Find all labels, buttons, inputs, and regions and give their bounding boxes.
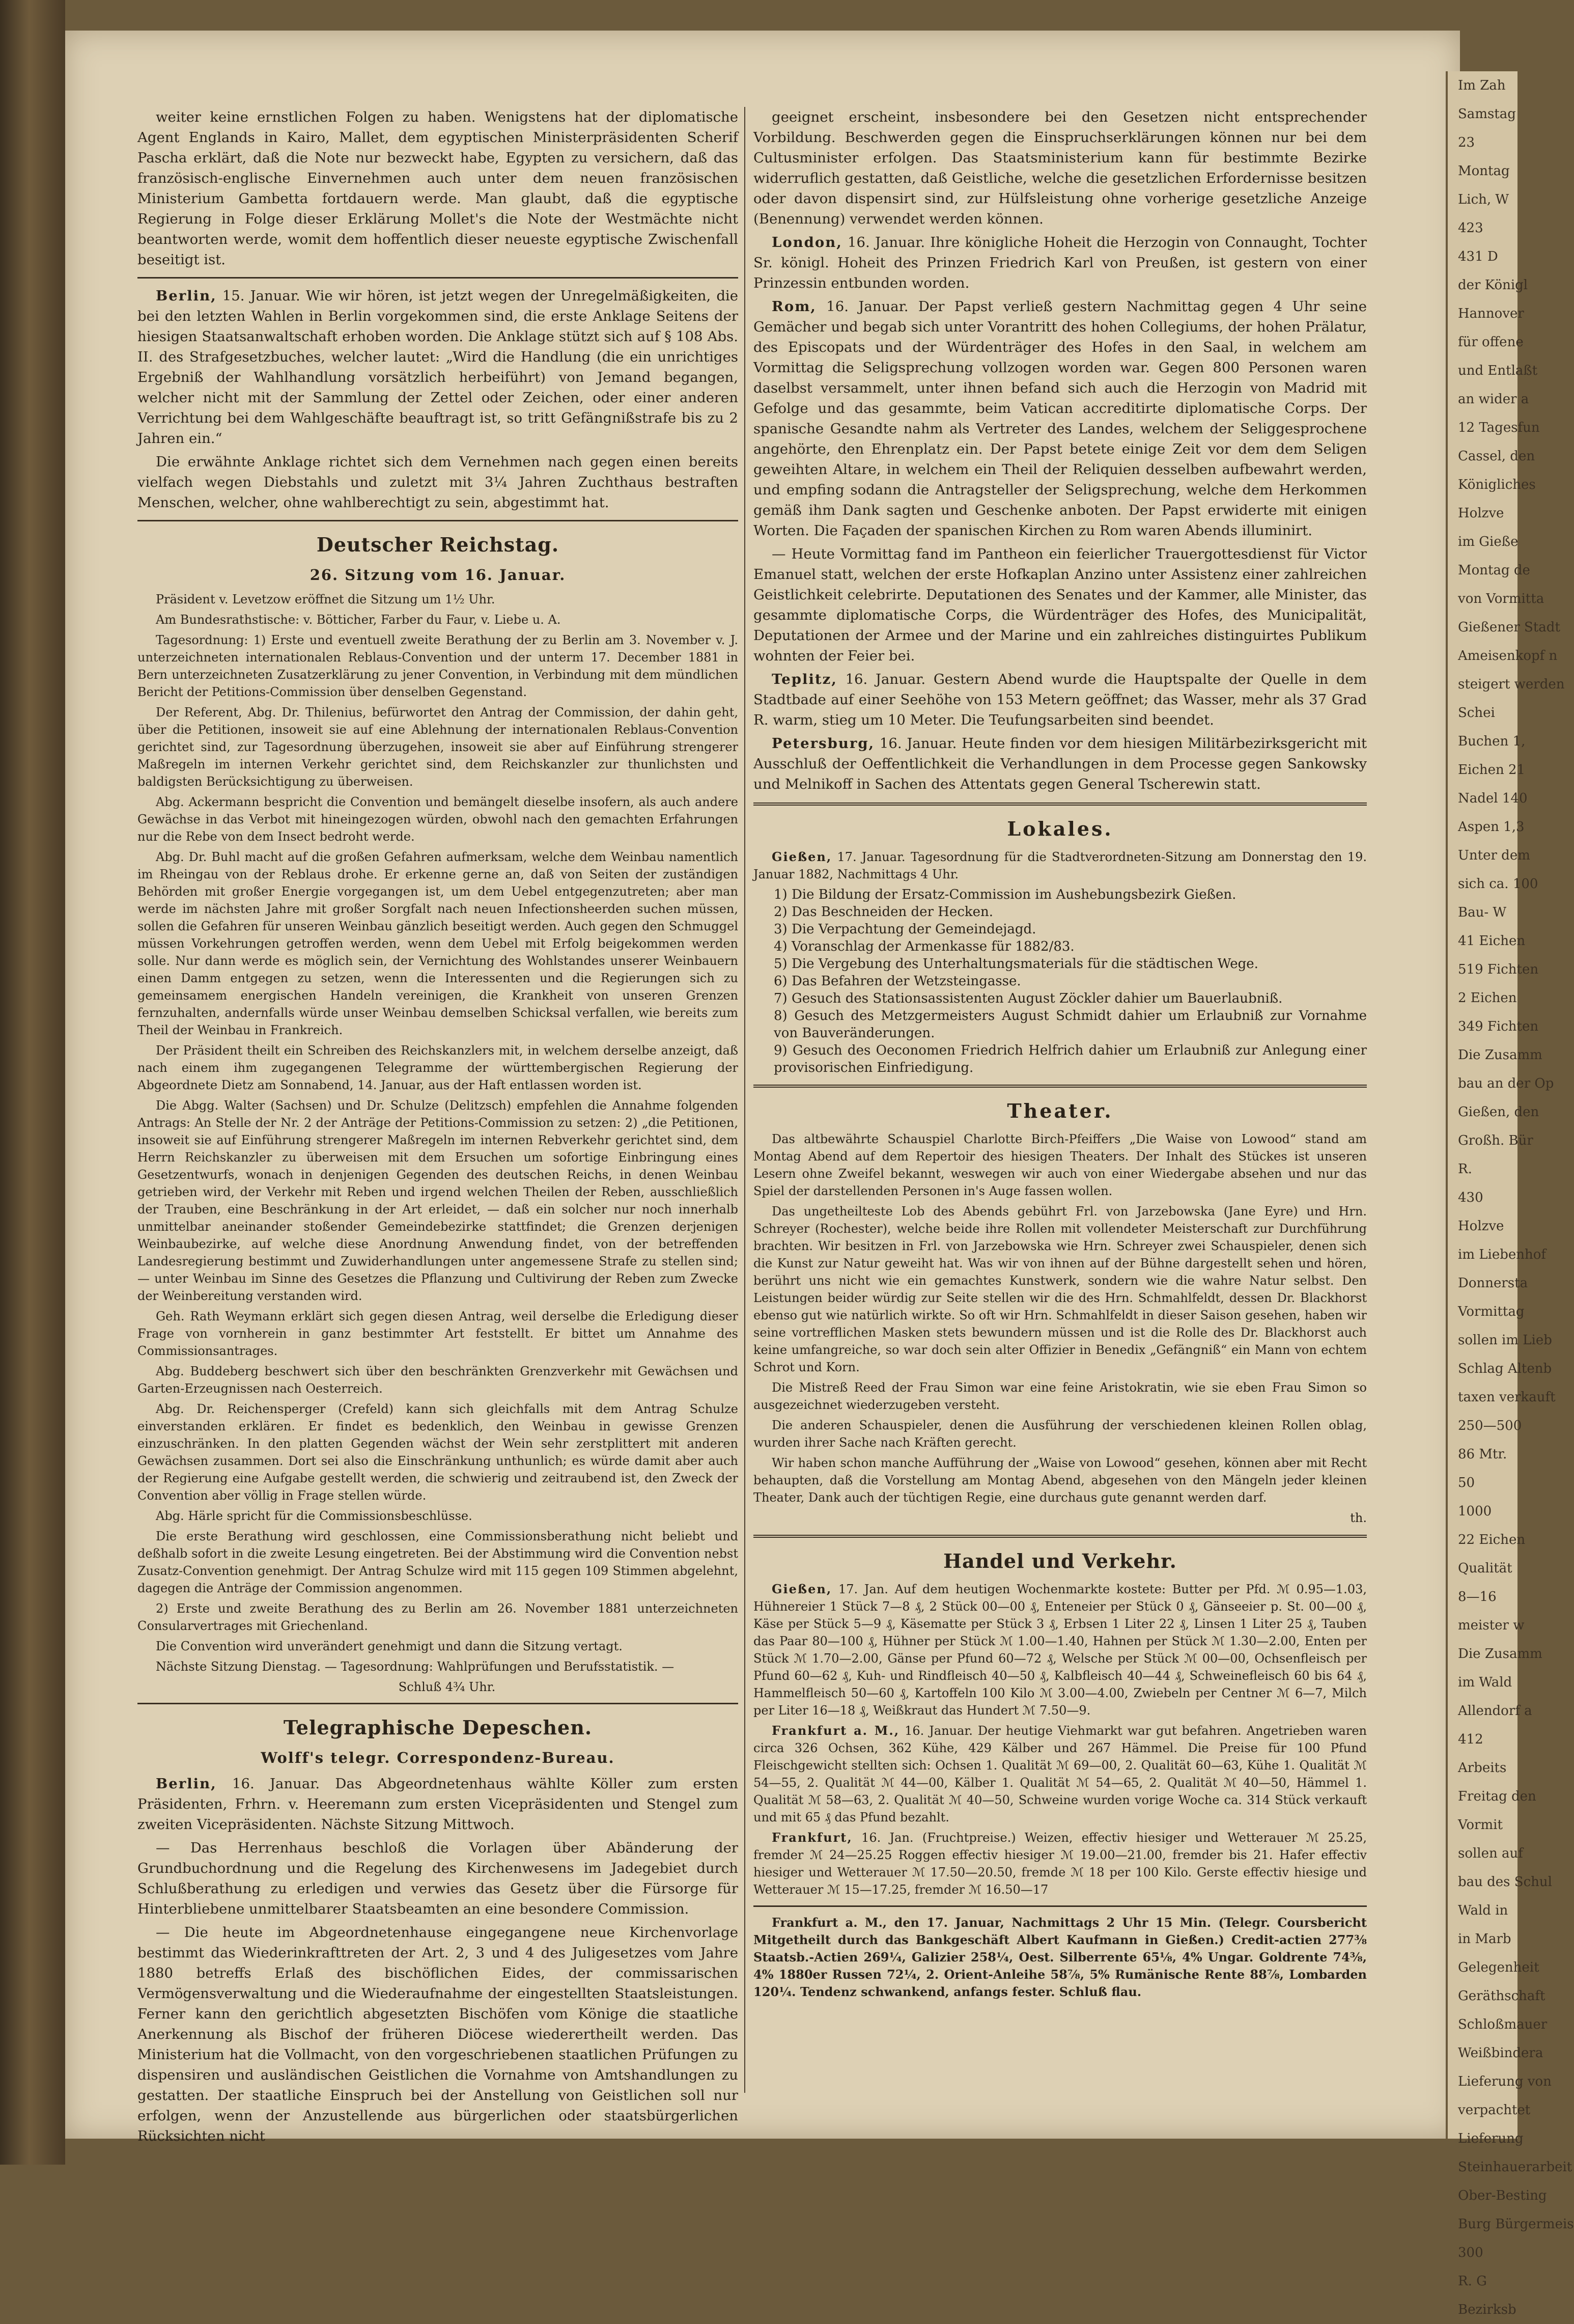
dateline-city: Petersburg, (772, 735, 875, 752)
egypt-article: weiter keine ernstlichen Folgen zu haben. Wenigstens hat der diplomatische Agent Englands in Kairo, Mallet, dem egyptischen Ministerpräsidenten Scherif Pascha erklärt, daß die Note nur bezweckt habe, Egypten zu versichern, daß das französisch-englische Einvernehmen auch unter dem neuen französischen Ministerium Gambetta fortdauern werde. Man glaubt, daß die egyptische Regierung in Folge dieser Erklärung Mollet's die Note der Westmächte nicht beantworten werde, womit dem hoffentlich dieser neueste egyptische Zwischenfall beseitigt ist. (137, 109, 738, 268)
margin-fragment: 1000 (1458, 1504, 1492, 1519)
telegraph-kirchenvorlage: — Die heute im Abgeordnetenhause eingegangene neue Kirchenvorlage bestimmt das Wiederinkrafttreten der Art. 2, 3 und 4 des Juligesetzes vom Jahre 1880 betreffs Erlaß des bischöflichen Eides, der commissarischen Vermögensverwaltung und die Wiederaufnahme der eingestellten Staatsleistungen. Ferner kann den gerichtlich abgesetzten Bischöfen vom Könige die staatliche Anerkennung als Bischof der früheren Diöcese wiederertheilt werden. Das Ministerium hat die Vollmacht, von den vorgeschriebenen staatlichen Prüfungen zu dispensiren und ausländischen Geistlichen die Vornahme von Amtshandlungen zu gestatten. Der staatliche Einspruch bei der Anstellung von Geistlichen soll nur erfolgen, wenn der Anzustellende aus bürgerlichen oder staatsbürgerlichen Rücksichten nicht (137, 1924, 738, 2144)
margin-fragment: 23 (1458, 135, 1475, 150)
frankfurt-cattle-market (753, 1722, 1367, 1826)
margin-fragment: 430 (1458, 1190, 1483, 1205)
margin-fragment: 2 Eichen (1458, 990, 1517, 1006)
paragraph: Die anderen Schauspieler, denen die Ausführung der verschiedenen kleinen Rollen oblag, wurden ihrer Sache nach Kräften gerecht. (753, 1418, 1367, 1450)
teplitz-article (753, 669, 1367, 730)
paragraph: Die Convention wird unverändert genehmigt und dann die Sitzung vertagt. (156, 1639, 623, 1653)
margin-fragment: Großh. Bür (1458, 1133, 1533, 1148)
margin-fragment: 41 Eichen (1458, 933, 1526, 949)
margin-fragment: Arbeits (1458, 1760, 1507, 1776)
petersburg-article (753, 733, 1367, 794)
separator (753, 1535, 1367, 1538)
kirchenvorlage-continued: geeignet erscheint, insbesondere bei den Gesetzen nicht entsprechender Vorbildung. Beschwerden gegen die Einspruchserklärungen können nur bei dem Cultusminister erfolgen. Das Staatsministerium kann für bestimmte Bezirke widerruflich gestatten, daß Geistliche, welche die gesetzlichen Erfordernisse besitzen oder davon dispensirt sind, zur Hülfsleistung ohne vorherige gesetzliche Anzeige (Benennung) verwendet werden können. (753, 109, 1367, 227)
lokales-intro (753, 848, 1367, 883)
margin-fragment: verpachtet (1458, 2102, 1531, 2118)
agenda-list (774, 886, 1367, 1076)
market-reports (753, 1581, 1367, 2001)
margin-fragment: im Liebenhof (1458, 1247, 1546, 1262)
margin-fragment: Bau- W (1458, 905, 1507, 920)
margin-fragment: sich ca. 100 (1458, 876, 1538, 892)
rom-article-continued: — Heute Vormittag fand im Pantheon ein feierlicher Trauergottesdienst für Victor Emanuel statt, welchen der erste Hofkaplan Anzino unter Assistenz einer zahlreichen Geistlichkeit celebrirte. Deputationen des Senates und der Kammer, alle Minister, das gesammte diplomatische Corps, die Würdenträger des Hofes, des Municipalität, Deputationen der Armee und der Marine und ein zahlreiches distinguirtes Publikum wohnten der Feier bei. (753, 546, 1367, 664)
margin-fragment: Gelegenheit (1458, 1960, 1539, 1975)
margin-fragment: und Entlaßt (1458, 363, 1538, 378)
margin-fragment: 8—16 (1458, 1589, 1497, 1604)
left-column (137, 107, 738, 2144)
paragraph: Das altbewährte Schauspiel Charlotte Birch-Pfeiffers „Die Waise von Lowood“ stand am Montag Abend auf dem Repertoir des hiesigen Theaters. Der Inhalt des Stückes ist unseren Lesern ohne Zweifel bekannt, weswegen wir auch von einer Wiedergabe absehen und nur das Spiel der darstellenden Personen in's Auge fassen wollen. (753, 1132, 1367, 1198)
margin-fragment: taxen verkauft (1458, 1390, 1556, 1405)
margin-fragment: Gießener Stadt (1458, 620, 1560, 635)
telegraph-berlin (137, 1774, 738, 1835)
margin-fragment: Burg Bürgermeis (1458, 2217, 1574, 2232)
margin-fragment: 12 Tagesfun (1458, 420, 1540, 435)
margin-fragment: 349 Fichten (1458, 1019, 1539, 1034)
margin-fragment: sollen auf (1458, 1846, 1523, 1861)
stock-report: Frankfurt a. M., den 17. Januar, Nachmittags 2 Uhr 15 Min. (Telegr. Coursbericht Mitgetheilt durch das Bankgeschäft Albert Kaufmann in Gießen.) Credit-actien 277⅜ Staatsb.-Actien 269¼, Galizier 258¼, Oest. Silberrente 65⅛, 4% Ungar. Goldrente 74⅜, 4% 1880er Russen 72¼, 2. Orient-Anleihe 58⅞, 5% Rumänische Rente 88⅞, Lombarden 120¼. Tendenz schwankend, anfangs fester. Schluß flau. (753, 1915, 1367, 1999)
paragraph: Der Präsident theilt ein Schreiben des Reichskanzlers mit, in welchem derselbe anzeigt, daß nach einem ihm zugegangenen Telegramme der württembergischen Regierung der Abgeordnete Dietz am Sonnabend, 14. Januar, aus der Haft entlassen worden ist. (137, 1043, 738, 1092)
dateline-city: Berlin, (156, 288, 217, 304)
margin-fragment: meister w (1458, 1618, 1525, 1633)
giessen-market (753, 1581, 1367, 1719)
agenda-item: 8) Gesuch des Metzgermeisters August Schmidt dahier um Erlaubniß zur Vornahme von Bauveränderungen. (774, 1008, 1367, 1041)
paragraph: Abg. Härle spricht für die Commissionsbeschlüsse. (156, 1509, 472, 1523)
margin-fragment: Gießen, den (1458, 1104, 1539, 1120)
dateline-city: Teplitz, (772, 671, 837, 687)
margin-fragment: im Gieße (1458, 534, 1519, 549)
separator (137, 520, 738, 521)
paragraph: Abg. Dr. Buhl macht auf die großen Gefahren aufmerksam, welche dem Weinbau namentlich im Rheingau von der Reblaus drohe. Er erkenne gerne an, daß von Seiten der zuständigen Behörden mit großer Energie vorgegangen ist, um dem Uebel entgegenzutreten; aber man werde im nächsten Jahre mit großer Sorgfalt nach neuen Infectionsheerden suchen müssen, sollen die Gefahren für unseren Weinbau gänzlich beseitigt werden. Auch gegen den Schmuggel müssen Vorkehrungen getroffen werden, wenn dem Uebel mit Erfolg beigekommen werden solle. Nur dann werde es möglich sein, der Vernichtung des Wohlstandes unserer Weinbauern einen Damm entgegen zu setzen, wenn die Interessenten und die Regierungen sich zu gemeinsamem energischen Handeln vereinigen, die Krankheit von unseren Grenzen fernzuhalten, andernfalls würde unser Weinbau demselben Schicksal verfallen, wie bereits zum Theil der Weinbau in Frankreich. (137, 850, 738, 1037)
margin-fragment: Aspen 1,3 (1458, 819, 1525, 835)
margin-fragment: Montag de (1458, 563, 1530, 578)
dateline-city: Gießen, (772, 849, 832, 864)
paragraph: 2) Erste und zweite Berathung des zu Berlin am 26. November 1881 unterzeichneten Consularvertrages mit Griechenland. (137, 1601, 738, 1633)
margin-fragment: in Marb (1458, 1931, 1511, 1947)
reichstag-report (137, 591, 738, 1696)
agenda-item: 9) Gesuch des Oeconomen Friedrich Helfrich dahier um Erlaubniß zur Anlegung einer provisorischen Einfriedigung. (774, 1043, 1367, 1075)
dateline-city: Berlin, (156, 1776, 217, 1792)
margin-fragment: 423 (1458, 220, 1483, 236)
frankfurt-grain-prices (753, 1829, 1367, 1898)
agenda-item: 1) Die Bildung der Ersatz-Commission im Aushebungsbezirk Gießen. (774, 887, 1236, 902)
margin-fragment: Steinhauerarbeit (1458, 2160, 1572, 2175)
margin-fragment: sollen im Lieb (1458, 1333, 1552, 1348)
margin-fragment: Allendorf a (1458, 1703, 1532, 1719)
rom-article (753, 296, 1367, 541)
london-article (753, 232, 1367, 293)
margin-fragment: Cassel, den (1458, 449, 1535, 464)
signature: th. (1350, 1511, 1367, 1525)
article-text: 16. Januar. Der heutige Viehmarkt war gut befahren. Angetrieben waren circa 326 Ochsen, 362 Kühe, 429 Kälber und 267 Hämmel. Die Preise für 100 Pfund Fleischgewicht stellten sich: Ochsen 1. Qualität ℳ 69—00, 2. Qualität 60—63, Kühe 1. Qualität ℳ 54—55, 2. Qualität ℳ 44—00, Kälber 1. Qualität ℳ 54—65, 2. Qualität ℳ 40—50, Hämmel 1. Qualität ℳ 58—63, 2. Qualität ℳ 40—50, Schweine wurden vorige Woche ca. 314 Stück verkauft und mit 65 ₰ das Pfund bezahlt. (753, 1724, 1367, 1824)
article-text: 16. Januar. Das Abgeordnetenhaus wählte Köller zum ersten Präsidenten, Frhrn. v. Heeremann zum ersten Vicepräsidenten und Stengel zum zweiten Vicepräsidenten. Nächste Sitzung Mittwoch. (137, 1776, 738, 1833)
margin-fragment: Hannover (1458, 306, 1524, 321)
dateline-city: Frankfurt a. M., (772, 1723, 900, 1738)
margin-fragment: Donnersta (1458, 1276, 1528, 1291)
lokales-heading: Lokales. (1007, 817, 1113, 840)
margin-fragment: Die Zusamm (1458, 1047, 1542, 1063)
paragraph: Nächste Sitzung Dienstag. — Tagesordnung: Wahlprüfungen und Berufsstatistik. — (156, 1659, 674, 1674)
margin-fragment: 431 D (1458, 249, 1498, 264)
agenda-item: 7) Gesuch des Stationsassistenten August Zöckler dahier um Bauerlaubniß. (774, 991, 1283, 1006)
margin-fragment: Qualität (1458, 1561, 1512, 1576)
margin-fragment: Ameisenkopf n (1458, 648, 1558, 663)
telegraph-heading: Telegraphische Depeschen. (283, 1716, 593, 1739)
margin-fragment: Lieferung von (1458, 2074, 1552, 2089)
margin-fragment: Königliches (1458, 477, 1536, 492)
paragraph: Präsident v. Levetzow eröffnet die Sitzung um 1½ Uhr. (156, 592, 495, 606)
article-text: 17. Jan. Auf dem heutigen Wochenmarkte kostete: Butter per Pfd. ℳ 0.95—1.03, Hühnereier 1 Stück 7—8 ₰, 2 Stück 00—00 ₰, Enteneier per Stück 0 ₰, Gänseeier p. St. 00—00 ₰, Käse per Stück 5—9 ₰, Käsematte per Stück 3 ₰, Erbsen 1 Liter 22 ₰, Linsen 1 Liter 25 ₰, Tauben das Paar 80—100 ₰, Hühner per Stück ℳ 1.00—1.40, Hahnen per Stück ℳ 1.30—2.00, Enten per Stück ℳ 1.70—2.00, Gänse per Pfund 60—72 ₰, Welsche per Stück ℳ 00—00, Ochsenfleisch per Pfund 60—62 ₰, Kuh- und Rindfleisch 40—50 ₰, Kalbfleisch 40—44 ₰, Schweinefleisch 60 bis 64 ₰, Hammelfleisch 50—60 ₰, Kartoffeln 100 Kilo ℳ 3.00—4.00, Zwiebeln per Centner ℳ 6—7, Milch per Liter 16—18 ₰, Weißkraut das Hundert ℳ 7.50—9. (753, 1582, 1367, 1718)
article-text: 16. Januar. Der Papst verließ gestern Nachmittag gegen 4 Uhr seine Gemächer und begab sich unter Vorantritt des hohen Collegiums, der hohen Prälatur, des Episcopats und der Würdenträger des Hofes in den Saal, in welchem am Vormittag die Seligsprechung vollzogen worden war. Gegen 800 Personen waren daselbst versammelt, unter ihnen befand sich auch die Herzogin von Madrid mit Gefolge und das gesammte, beim Vatican accreditirte diplomatische Corps. Der spanische Gesandte nahm als Vertreter des Landes, welchem der Seliggesprochene angehörte, den Ehrenplatz ein. Der Papst betete einige Zeit vor dem dem Seligen geweihten Altare, in welchem ein Theil der Reliquien desselben aufbewahrt werden, und empfing sodann die Antragsteller der Seligsprechung, welche dem Herkommen gemäß ihm Dank sagten und Geschenke anboten. Der Papst erwiderte mit einigen Worten. Die Façaden der spanischen Kirchen zu Rom waren Abends illuminirt. (753, 298, 1367, 539)
margin-fragment: 300 (1458, 2245, 1483, 2260)
margin-fragment: 519 Fichten (1458, 962, 1539, 977)
margin-fragment: 412 (1458, 1732, 1483, 1747)
margin-fragment: 250—500 (1458, 1418, 1522, 1433)
article-text: 16. Januar. Ihre königliche Hoheit die Herzogin von Connaught, Tochter Sr. königl. Hoheit des Prinzen Friedrich Karl von Preußen, ist gestern von einer Prinzessin entbunden worden. (753, 234, 1367, 291)
paragraph: Abg. Dr. Reichensperger (Crefeld) kann sich gleichfalls mit dem Antrag Schulze einverstanden erklären. Er findet es bedenklich, den Weinbau in gewisse Grenzen einzuschränken. In den platten Gegenden wächst der Wein sehr zerstplittert mit anderen Gewächsen zusammen. Dort sei also die Einschränkung unthunlich; es würde damit aber auch der Regierung eine Aufgabe gestellt werden, die schwierig und zeitraubend ist, den Zweck der Convention aber völlig in Frage stellen würde. (137, 1402, 738, 1503)
dateline-city: Gießen, (772, 1582, 832, 1596)
theater-review (753, 1130, 1367, 1527)
handel-heading: Handel und Verkehr. (943, 1550, 1177, 1572)
margin-fragment: Schloßmauer (1458, 2017, 1548, 2032)
margin-fragment: Ober-Besting (1458, 2188, 1547, 2203)
adjacent-page-margin (1446, 71, 1574, 2317)
margin-fragment: steigert werden (1458, 677, 1565, 692)
column-divider (744, 107, 745, 2093)
margin-fragment: Lieferung (1458, 2131, 1524, 2146)
margin-fragment: von Vormitta (1458, 591, 1544, 606)
paragraph: Schluß 4¾ Uhr. (398, 1680, 496, 1694)
paragraph: Am Bundesrathstische: v. Bötticher, Farber du Faur, v. Liebe u. A. (156, 613, 561, 627)
dateline-city: Frankfurt, (772, 1830, 853, 1845)
article-text: 15. Januar. Wie wir hören, ist jetzt wegen der Unregelmäßigkeiten, die bei den letzten Wahlen in Berlin vorgekommen sind, die erste Anklage Seitens der hiesigen Staatsanwaltschaft erhoben worden. Die Anklage stützt sich auf § 108 Abs. II. des Strafgesetzbuches, welcher lautet: „Wird die Handlung (die ein unrichtiges Ergebniß der Wahlhandlung vorsätzlich herbeiführt) von Jemand begangen, welcher nicht mit der Sammlung der Zettel oder Zeichen, oder einer anderen Verrichtung bei dem Wahlgeschäfte beauftragt ist, so tritt Gefängnißstrafe bis zu 2 Jahren ein.“ (137, 288, 738, 447)
separator (753, 1085, 1367, 1088)
berlin-article (137, 286, 738, 449)
paragraph: Die erste Berathung wird geschlossen, eine Commissionsberathung nicht beliebt und deßhalb sofort in die zweite Lesung eingetreten. Bei der Abstimmung wird die Convention nebst Zusatz-Convention genehmigt. Der Antrag Schulze wird mit 115 gegen 109 Stimmen abgelehnt, dagegen die Anträge der Commission angenommen. (137, 1529, 738, 1595)
margin-fragment: R. G (1458, 2274, 1487, 2289)
reichstag-session: 26. Sitzung vom 16. Januar. (310, 566, 566, 584)
separator (137, 1703, 738, 1704)
margin-fragment: Lich, W (1458, 192, 1509, 207)
separator (137, 277, 738, 279)
berlin-article-continued: Die erwähnte Anklage richtet sich dem Vernehmen nach gegen einen bereits vielfach wegen Diebstahls und zuletzt mit 3¼ Jahren Zuchthaus bestraften Menschen, welcher, ohne wahlberechtigt zu sein, abgestimmt hat. (137, 454, 738, 511)
theater-heading: Theater. (1007, 1099, 1113, 1122)
paragraph: Die Mistreß Reed der Frau Simon war eine feine Aristokratin, wie sie eben Frau Simon so ausgezeichnet wiederzugeben versteht. (753, 1380, 1367, 1412)
margin-fragment: Eichen 21 (1458, 762, 1526, 778)
paragraph: Abg. Ackermann bespricht die Convention und bemängelt dieselbe insofern, als auch andere Gewächse in das Verbot mit hineingezogen würden, obwohl nach den gemachten Erfahrungen nur die Rebe von dem Insect bedroht werde. (137, 795, 738, 844)
agenda-item: 5) Die Vergebung des Unterhaltungsmaterials für die städtischen Wege. (774, 956, 1258, 972)
margin-fragment: im Wald (1458, 1675, 1512, 1690)
margin-fragment: Schlag Altenb (1458, 1361, 1552, 1376)
telegraph-herrenhaus: — Das Herrenhaus beschloß die Vorlagen über Abänderung der Grundbuchordnung und die Regelung des Kirchenwesens im Jadegebiet durch Schlußberathung zu erledigen und verwies das Gesetz über die Fürsorge für Hinterbliebene unmittelbarer Staatsbeamten an eine besondere Commission. (137, 1840, 738, 1917)
paragraph: Der Referent, Abg. Dr. Thilenius, befürwortet den Antrag der Commission, der dahin geht, über die Petitionen, insoweit sie auf eine Ablehnung der internationalen Reblaus-Convention gerichtet sind, zur Tagesordnung überzugehen, insoweit sie aber auf Einführung strengerer Maßregeln im internen Verkehr gerichtet sind, dem Reichskanzler zur thunlichsten und baldigsten Berücksichtigung zu überweisen. (137, 705, 738, 789)
paragraph: Wir haben schon manche Aufführung der „Waise von Lowood“ gesehen, können aber mit Recht behaupten, daß die Vorstellung am Montag Abend, abgesehen von den Mängeln jeder kleinen Theater, Dank auch der tüchtigen Regie, eine durchaus gute genannt werden darf. (753, 1456, 1367, 1505)
paragraph: Tagesordnung: 1) Erste und eventuell zweite Berathung der zu Berlin am 3. November v. J. unterzeichneten internationalen Reblaus-Convention und der unterm 17. December 1881 in Bern unterzeichneten Zusatzerklärung zu jener Convention, in Verbindung mit dem mündlichen Bericht der Petitions-Commission über denselben Gegenstand. (137, 633, 738, 699)
margin-fragment: Unter dem (1458, 848, 1530, 863)
agenda-item: 6) Das Befahren der Wetzsteingasse. (774, 974, 1021, 989)
article-text: 16. Januar. Heute finden vor dem hiesigen Militärbezirksgericht mit Ausschluß der Oeffentlichkeit die Verhandlungen in dem Processe gegen Sankowsky und Melnikoff in Sachen des Attentats gegen General Tscherewin statt. (753, 735, 1367, 792)
dateline-city: Rom, (772, 298, 817, 315)
margin-fragment: Nadel 140 (1458, 791, 1528, 806)
margin-fragment: für offene (1458, 335, 1524, 350)
margin-fragment: Holzve (1458, 1219, 1504, 1234)
margin-fragment: Weißbindera (1458, 2045, 1543, 2061)
margin-fragment: Vormit (1458, 1817, 1503, 1833)
agenda-item: 2) Das Beschneiden der Hecken. (774, 904, 994, 920)
right-column (753, 107, 1367, 2103)
margin-fragment: Bezirksb (1458, 2302, 1516, 2317)
margin-fragment: Freitag den (1458, 1789, 1536, 1804)
margin-fragment: Holzve (1458, 506, 1504, 521)
article-text: 16. Januar. Gestern Abend wurde die Hauptspalte der Quelle in dem Stadtbade auf einer Seehöhe von 153 Metern geöffnet; das Wasser, mehr als 37 Grad R. warm, stieg um 10 Meter. Die Teufungsarbeiten sind beendet. (753, 671, 1367, 728)
paragraph: Geh. Rath Weymann erklärt sich gegen diesen Antrag, weil derselbe die Erledigung dieser Frage von vornherein in ganz bestimmter Art feststellt. Er bittet um Annahme des Commissionsantrages. (137, 1309, 738, 1358)
margin-fragment: der Königl (1458, 278, 1528, 293)
margin-fragment: Samstag (1458, 106, 1516, 122)
article-text: 17. Januar. Tagesordnung für die Stadtverordneten-Sitzung am Donnerstag den 19. Januar 1882, Nachmittags 4 Uhr. (753, 850, 1367, 881)
agenda-item: 3) Die Verpachtung der Gemeindejagd. (774, 922, 1036, 937)
margin-fragment: Buchen 1, (1458, 734, 1526, 749)
margin-fragment: an wider a (1458, 392, 1529, 407)
paragraph: Die Abgg. Walter (Sachsen) und Dr. Schulze (Delitzsch) empfehlen die Annahme folgenden Antrags: An Stelle der Nr. 2 der Anträge der Petitions-Commission zu setzen: 2) „die Petitionen, insoweit sie auf Einführung strengerer Maßregeln im internen Rebverkehr gerichtet sind, dem Herrn Reichskanzler zu überweisen mit dem Ersuchen um sofortige Einbringung eines Gesetzentwurfs, wonach in denjenigen Gegenden des deutschen Reichs, in denen Weinbau getrieben wird, der Verkehr mit Reben und irgend welchen Theilen der Reben, ausschließlich der Trauben, eine Beschränkung in der Art erleidet, — daß ein solcher nur noch innerhalb unmittelbar aneinander stoßender Gemeindebezirke stattfindet; die Grenzen derjenigen Weinbaubezirke, auf welche diese Anordnung Anwendung findet, von der betreffenden Landesregierung bestimmt und Zuwiderhandlungen unter angemessene Strafe zu stellen sind; — unter Weinbau im Sinne des Gesetzes die Pflanzung und Cultivirung der Reben zum Zwecke der Weinbereitung verstanden wird. (137, 1098, 738, 1303)
book-spine (0, 0, 65, 2165)
margin-fragment: 50 (1458, 1475, 1475, 1490)
dateline-city: London, (772, 234, 842, 251)
margin-fragment: R. (1458, 1161, 1472, 1177)
separator (753, 803, 1367, 806)
reichstag-heading: Deutscher Reichstag. (316, 533, 559, 556)
margin-fragment: bau des Schul (1458, 1874, 1552, 1890)
margin-fragment: Schei (1458, 705, 1495, 721)
article-text: 16. Jan. (Fruchtpreise.) Weizen, effectiv hiesiger und Wetterauer ℳ 25.25, fremder ℳ 24—25.25 Roggen effectiv hiesiger ℳ 19.00—21.00, fremder bis 21. Hafer effectiv hiesiger und Wetterauer ℳ 17.50—20.50, fremde ℳ 18 per 100 Kilo. Gerste effectiv hiesige und Wetterauer ℳ 15—17.25, fremder ℳ 16.50—17 (753, 1831, 1367, 1897)
margin-fragment: Im Zah (1458, 78, 1506, 93)
agenda-item: 4) Voranschlag der Armenkasse für 1882/83. (774, 939, 1075, 954)
margin-fragment: Vormittag (1458, 1304, 1525, 1319)
margin-fragment: 86 Mtr. (1458, 1447, 1507, 1462)
margin-fragment: Die Zusamm (1458, 1646, 1542, 1662)
telegraph-bureau: Wolff's telegr. Correspondenz-Bureau. (261, 1749, 615, 1766)
paragraph: Abg. Buddeberg beschwert sich über den beschränkten Grenzverkehr mit Gewächsen und Garten-Erzeugnissen nach Oesterreich. (137, 1364, 738, 1396)
margin-fragment: 22 Eichen (1458, 1532, 1526, 1547)
separator (753, 1905, 1367, 1907)
margin-fragment: Montag (1458, 163, 1510, 179)
paragraph: Das ungetheilteste Lob des Abends gebührt Frl. von Jarzebowska (Jane Eyre) und Hrn. Schreyer (Rochester), welche beide ihre Rollen mit vollendeter Meisterschaft zur Durchführung brachten. Wir besitzen in Frl. von Jarzebowska wie Hrn. Schreyer zwei Schauspieler, denen sich die Kunst zur Natur geweiht hat. Was wir von ihnen auf der Bühne dargestellt sehen und hören, berührt uns nicht wie ein gemachtes Kunstwerk, sondern wie die wahre Natur selbst. Den Leistungen beider würdig zur Seite stellen wir die des Hrn. Schmahlfeldt, dessen Dr. Blackhorst ebenso gut wie natürlich wirkte. So oft wir Hrn. Schmahlfeldt in dieser Saison gesehen, haben wir seine vortrefflichen Masken stets bewundern müssen und ist die Rolle des Dr. Blackhorst auch keine umfangreiche, so war doch sein alter Offizier in Benedix „Gefängniß“ ein Mann von echtem Schrot und Korn. (753, 1204, 1367, 1374)
margin-fragment: Wald in (1458, 1903, 1508, 1918)
margin-fragment: bau an der Op (1458, 1076, 1554, 1091)
margin-fragment: Geräthschaft (1458, 1988, 1545, 2004)
